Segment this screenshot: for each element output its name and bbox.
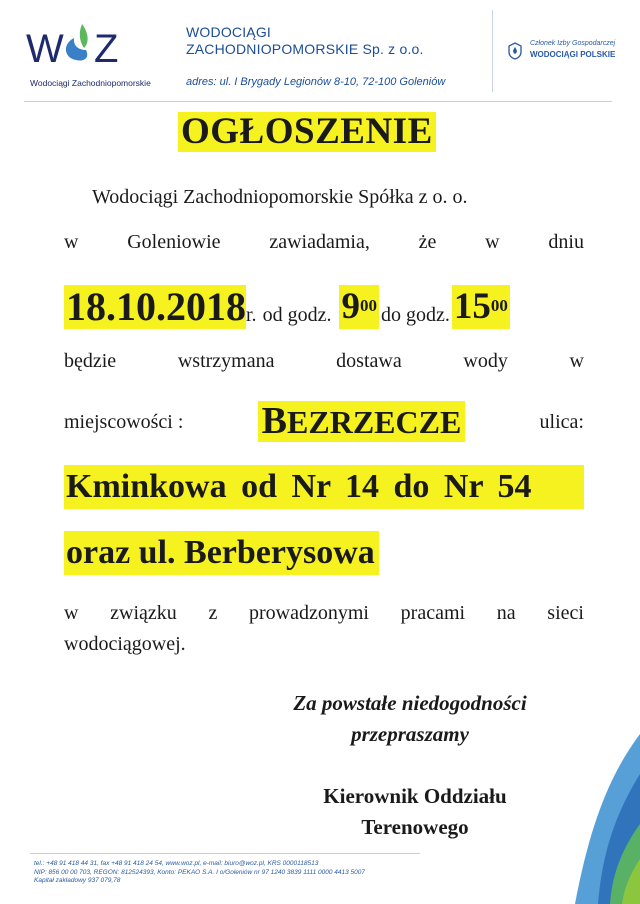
- footer-rule: [30, 853, 420, 854]
- notice-line-locality: [64, 401, 584, 442]
- notice-line-supply: [64, 349, 584, 373]
- end-hour: 15: [453, 286, 491, 327]
- locality-label: miejscowości :: [64, 410, 184, 433]
- header-rule: [24, 101, 612, 102]
- corner-wave-decoration: [490, 734, 640, 904]
- word: pracami: [400, 602, 466, 624]
- notice-line-date: [64, 285, 510, 329]
- word: zawiadamia,: [269, 231, 370, 253]
- word: prowadzonymi: [249, 602, 369, 624]
- footer-info: [34, 860, 454, 886]
- date-suffix: r.: [246, 304, 257, 326]
- member-caption: Członek Izby Gospodarczej: [530, 40, 616, 47]
- to-label: do godz.: [380, 304, 450, 326]
- word: będzie: [64, 350, 117, 372]
- company-name: [186, 24, 486, 58]
- word: w: [569, 350, 584, 372]
- locality-initial: B: [261, 400, 288, 442]
- notice-title: OGŁOSZENIE: [178, 112, 436, 152]
- header-divider: [492, 10, 493, 92]
- locality-name: [258, 401, 466, 442]
- word: z: [208, 602, 218, 624]
- apology-line2: przepraszamy: [351, 722, 469, 746]
- word: wstrzymana: [177, 350, 275, 372]
- notice-line-reason: [64, 601, 584, 625]
- word: dniu: [548, 231, 584, 253]
- apology-line1: Za powstałe niedogodności: [293, 691, 527, 715]
- company-logo: [24, 14, 154, 94]
- company-address: adres: ul. I Brygady Legionów 8-10, 72-100 Goleniów: [186, 76, 446, 88]
- svg-text:W: W: [26, 27, 65, 71]
- signature-line1: Kierownik Oddziału: [323, 784, 507, 808]
- member-brand: WODOCIĄGI POLSKIE: [530, 50, 616, 59]
- start-hour: 9: [341, 286, 360, 327]
- word: sieci: [547, 602, 584, 624]
- word: wody: [463, 350, 508, 372]
- notice-line-reason-end: wodociągowej.: [64, 633, 186, 655]
- signature-line2: Terenowego: [361, 815, 469, 839]
- footer-registration: NIP: 856 00 00 703, REGON: 812524393, Konto: PEKAO S.A. I o/Goleniów nr 97 1240 3839 1111 0000 4413 5007: [34, 868, 366, 876]
- word: w: [485, 231, 500, 253]
- end-time: [452, 285, 510, 329]
- affected-streets-line2: oraz ul. Berberysowa: [64, 531, 379, 575]
- company-name-line1: WODOCIĄGI: [186, 24, 272, 40]
- word: w: [64, 602, 79, 624]
- notice-line-announces: [64, 230, 584, 254]
- street-label: ulica:: [539, 410, 584, 433]
- affected-streets-line1: Kminkowa od Nr 14 do Nr 54: [64, 465, 584, 509]
- footer-contact: tel.: +48 91 418 44 31, fax +48 91 418 24 54, www.woz.pl, e-mail: biuro@woz.pl, KRS 0000118513: [34, 860, 319, 867]
- notice-line-company: Wodociągi Zachodniopomorskie Spółka z o. o.: [92, 186, 468, 208]
- outage-date: 18.10.2018: [66, 284, 246, 329]
- start-minutes: 00: [359, 296, 377, 315]
- company-name-line2: ZACHODNIOPOMORSKIE Sp. z o.o.: [186, 41, 424, 57]
- word: związku: [110, 602, 177, 624]
- word: dostawa: [336, 350, 402, 372]
- locality-rest: EZRZECZE: [287, 404, 462, 440]
- word: Goleniowie: [127, 231, 221, 253]
- svg-text:Z: Z: [94, 27, 119, 71]
- end-minutes: 00: [490, 296, 508, 315]
- water-drop-icon: [506, 42, 524, 60]
- logo-caption: Wodociągi Zachodniopomorskie: [30, 78, 151, 88]
- start-time: [339, 285, 379, 329]
- woz-logo-icon: [24, 14, 154, 78]
- from-label: od godz.: [262, 304, 332, 326]
- footer-capital: Kapitał zakładowy 937 079,78: [34, 877, 121, 884]
- word: na: [496, 602, 516, 624]
- word: że: [418, 231, 437, 253]
- word: w: [64, 231, 79, 253]
